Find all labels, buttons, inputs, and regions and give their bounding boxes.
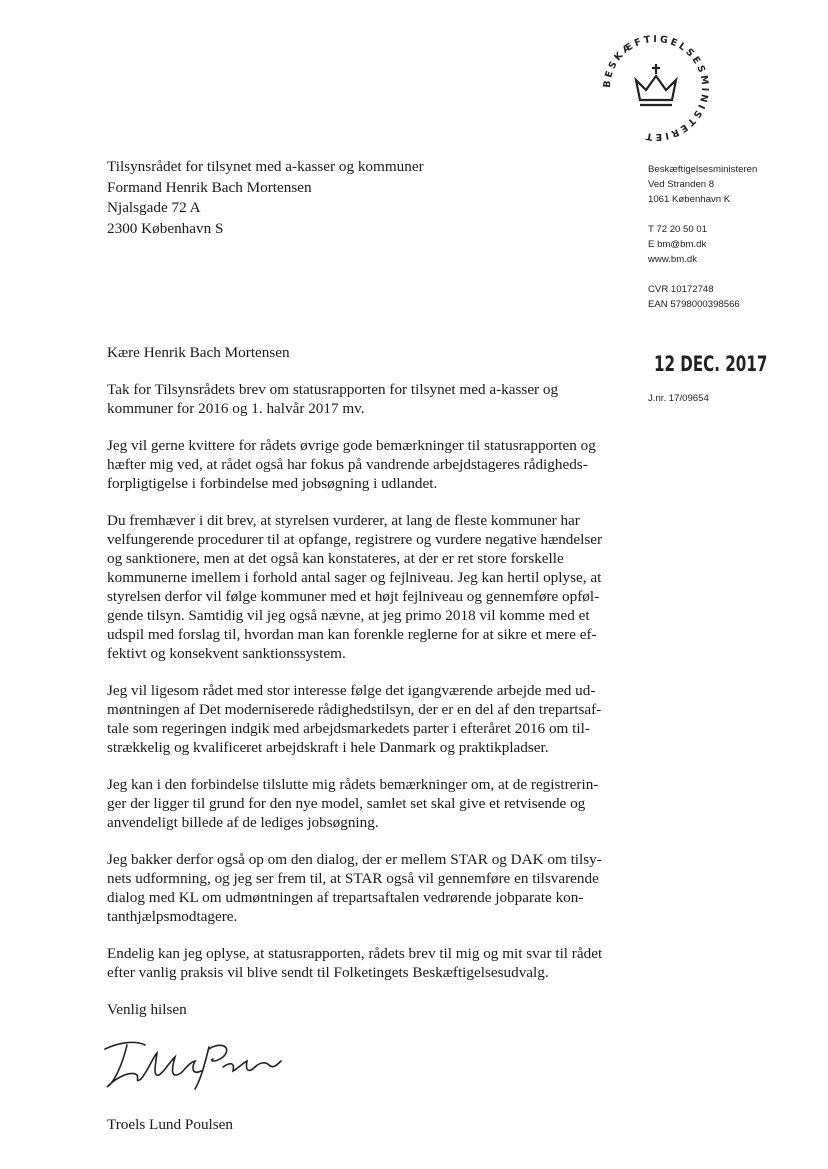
sender-city: 1061 København K xyxy=(648,194,731,205)
sender-website: www.bm.dk xyxy=(648,254,698,265)
handwritten-signature-icon xyxy=(97,1027,297,1097)
svg-text:BESKÆFTIGELSESMINISTERIET: BESKÆFTIGELSESMINISTERIET xyxy=(601,33,711,143)
sender-street: Ved Stranden 8 xyxy=(648,179,715,190)
sender-ean: EAN 5798000398566 xyxy=(648,299,740,310)
paragraph-line: Jeg kan i den forbindelse tilslutte mig rådets bemærkninger om, at de registrerin- xyxy=(107,776,599,793)
crown-seal-icon xyxy=(596,28,716,148)
body-paragraph xyxy=(107,681,627,757)
paragraph-line: anvendeligt billede af de lediges jobsøgning. xyxy=(107,814,379,831)
paragraph-line: Endelig kan jeg oplyse, at statusrapporten, rådets brev til mig og mit svar til rådet xyxy=(107,945,603,962)
paragraph-line: Jeg vil ligesom rådet med stor interesse følge det igangværende arbejde med ud- xyxy=(107,682,596,699)
ministry-logo xyxy=(596,28,716,148)
body-paragraph xyxy=(107,944,627,982)
recipient-address xyxy=(107,157,424,239)
paragraph-line: tale som regeringen indgik med arbejdsmarkedets parter i efteråret 2016 om til- xyxy=(107,720,590,737)
recipient-line: 2300 København S xyxy=(107,219,224,237)
recipient-line: Formand Henrik Bach Mortensen xyxy=(107,178,312,196)
letter-body xyxy=(107,343,627,1134)
sender-cvr: CVR 10172748 xyxy=(648,284,714,295)
body-paragraph xyxy=(107,511,627,663)
paragraph-line: Jeg bakker derfor også op om den dialog, der er mellem STAR og DAK om tilsy- xyxy=(107,851,602,868)
recipient-line: Njalsgade 72 A xyxy=(107,199,201,216)
paragraph-line: styrelsen derfor vil følge kommuner med et højt fejlniveau og gennemføre opføl- xyxy=(107,588,600,605)
sender-name: Beskæftigelsesministeren xyxy=(648,164,758,175)
paragraph-line: og sanktionere, men at det også kan konstateres, at der er ret store forskelle xyxy=(107,550,564,567)
body-paragraph xyxy=(107,850,627,926)
sender-contact xyxy=(648,222,757,267)
sender-info xyxy=(648,162,757,312)
paragraph-line: nets udformning, og jeg ser frem til, at STAR også vil gennemføre en tilsvarende xyxy=(107,870,599,887)
closing: Venlig hilsen xyxy=(107,1001,187,1018)
paragraph-line: tanthjælpsmodtagere. xyxy=(107,908,238,925)
paragraph-line: Jeg vil gerne kvittere for rådets øvrige gode bemærkninger til statusrapporten og xyxy=(107,437,596,454)
paragraph-line: hæfter mig ved, at rådet også har fokus på vandrende arbejdstageres rådigheds- xyxy=(107,456,588,473)
paragraph-line: kommuner for 2016 og 1. halvår 2017 mv. xyxy=(107,400,365,417)
body-paragraph xyxy=(107,775,627,832)
salutation: Kære Henrik Bach Mortensen xyxy=(107,344,290,361)
paragraph-line: efter vanlig praksis vil blive sendt til Folketingets Beskæftigelsesudvalg. xyxy=(107,964,549,981)
paragraph-line: forpligtigelse i forbindelse med jobsøgning i udlandet. xyxy=(107,475,438,492)
body-paragraph xyxy=(107,436,627,493)
signature xyxy=(107,1019,627,1109)
paragraph-line: Du fremhæver i dit brev, at styrelsen vurderer, at lang de fleste kommuner har xyxy=(107,512,580,529)
sender-email: E bm@bm.dk xyxy=(648,239,707,250)
paragraph-line: velfungerende procedurer til at opfange, registrere og vurdere negative hændelser xyxy=(107,531,603,548)
sender-phone: T 72 20 50 01 xyxy=(648,224,708,235)
journal-number: J.nr. 17/09654 xyxy=(648,393,709,404)
paragraph-line: kommunerne imellem i forhold antal sager og fejlniveau. Jeg kan hertil oplyse, at xyxy=(107,569,602,586)
paragraph-line: udspil med forslag til, hvordan man kan forenkle reglerne for at sikre et mere ef- xyxy=(107,626,597,643)
recipient-line: Tilsynsrådet for tilsynet med a-kasser og kommuner xyxy=(107,158,424,175)
paragraph-line: gende tilsyn. Samtidig vil jeg også nævne, at jeg primo 2018 vil komme med et xyxy=(107,607,590,624)
paragraph-line: ger der ligger til grund for den nye model, samlet set skal give et retvisende og xyxy=(107,795,586,812)
sender-address xyxy=(648,162,757,207)
sender-ids xyxy=(648,282,757,312)
paragraph-line: møntningen af Det moderniserede rådighedstilsyn, der er en del af den trepartsaf- xyxy=(107,701,602,718)
paragraph-line: Tak for Tilsynsrådets brev om statusrapporten for tilsynet med a-kasser og xyxy=(107,381,559,398)
body-paragraph xyxy=(107,380,627,418)
paragraph-line: fektivt og konsekvent sanktionssystem. xyxy=(107,645,346,662)
paragraph-line: strækkelig og kvalificeret arbejdskraft i hele Danmark og praktikpladser. xyxy=(107,739,549,756)
signature-name: Troels Lund Poulsen xyxy=(107,1116,234,1133)
paragraph-line: dialog med KL om udmøntningen af trepartsaftalen vedrørende jobparate kon- xyxy=(107,889,584,906)
date-stamp: 12 DEC. 2017 xyxy=(654,352,768,376)
